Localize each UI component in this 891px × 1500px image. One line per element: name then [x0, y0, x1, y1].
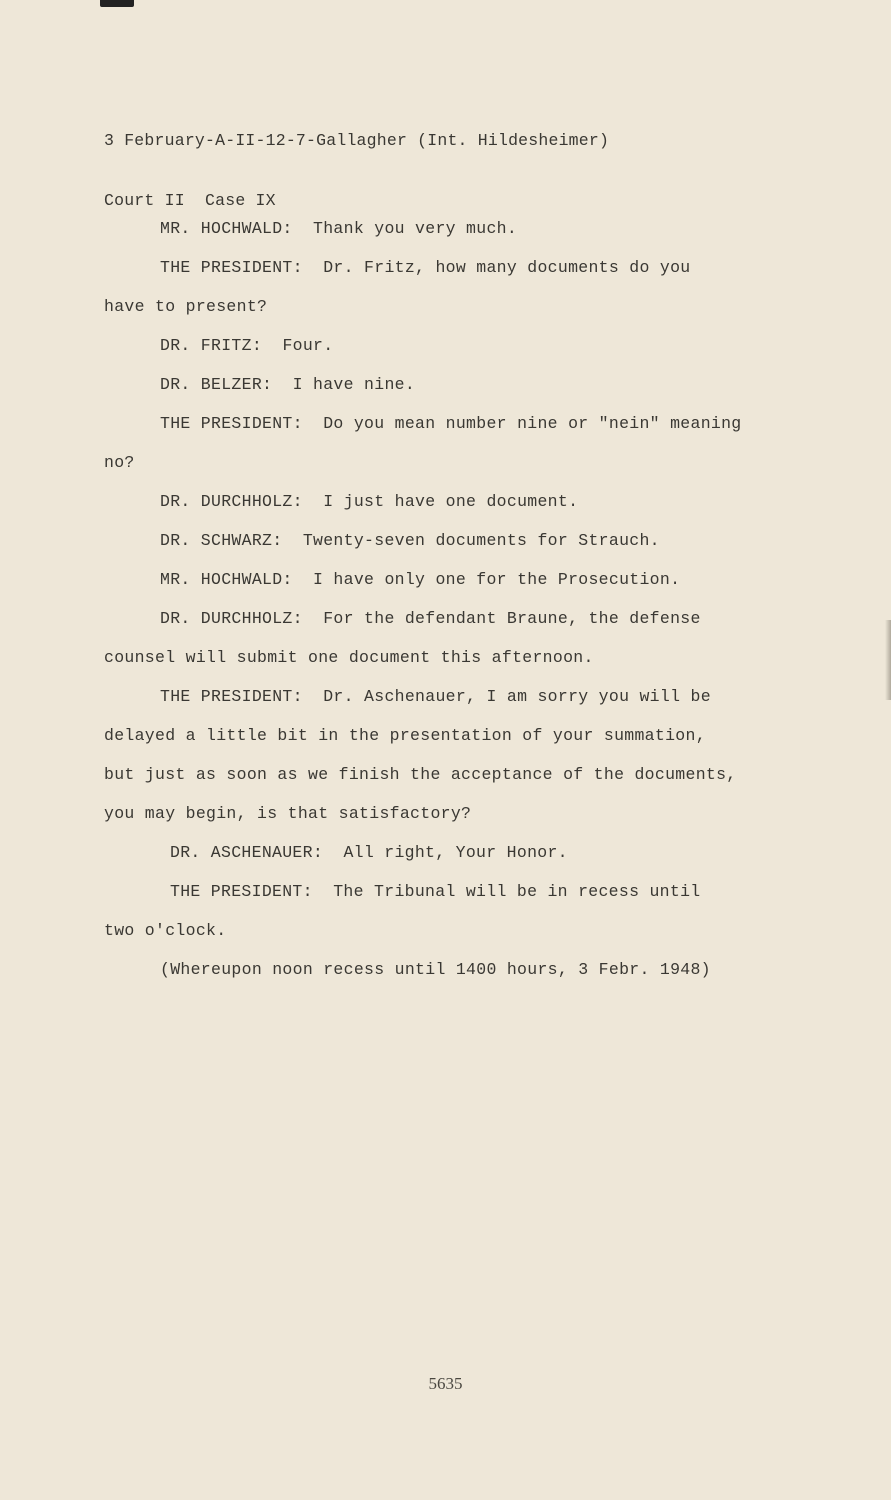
speech-text: Do you mean number nine or "nein" meaning	[323, 414, 742, 433]
speaker-label: DR. FRITZ:	[160, 336, 263, 355]
transcript-body	[104, 209, 834, 989]
continuation-line: have to present?	[104, 297, 268, 316]
speech-text: I have only one for the Prosecution.	[313, 570, 681, 589]
speaker-label: MR. HOCHWALD:	[160, 219, 293, 238]
transcript-line	[104, 872, 834, 911]
speaker-label: MR. HOCHWALD:	[160, 570, 293, 589]
page-edge-shadow	[885, 620, 891, 700]
speaker-label: DR. DURCHHOLZ:	[160, 492, 303, 511]
speech-text: Thank you very much.	[313, 219, 518, 238]
page-number: 5635	[428, 1374, 463, 1393]
top-edge-mark	[100, 0, 134, 7]
speaker-label: THE PRESIDENT:	[160, 258, 303, 277]
speech-text: Dr. Aschenauer, I am sorry you will be	[323, 687, 711, 706]
speaker-label: THE PRESIDENT:	[160, 414, 303, 433]
speech-text: All right, Your Honor.	[343, 843, 568, 862]
speaker-label: DR. DURCHHOLZ:	[160, 609, 303, 628]
transcript-line	[104, 560, 834, 599]
speaker-label: DR. BELZER:	[160, 375, 273, 394]
continuation-line: delayed a little bit in the presentation of your summation,	[104, 726, 706, 745]
transcript-line	[104, 482, 834, 521]
continuation-line: but just as soon as we finish the acceptance of the documents,	[104, 765, 737, 784]
transcript-line	[104, 677, 834, 716]
speech-text: For the defendant Braune, the defense	[323, 609, 701, 628]
continuation-line: two o'clock.	[104, 921, 227, 940]
recess-note: (Whereupon noon recess until 1400 hours, 3 Febr. 1948)	[160, 960, 711, 979]
continuation-line: you may begin, is that satisfactory?	[104, 804, 472, 823]
speech-text: Four.	[282, 336, 334, 355]
speaker-label: DR. SCHWARZ:	[160, 531, 283, 550]
transcript-line	[104, 248, 834, 287]
continuation-line: no?	[104, 453, 135, 472]
transcript-line	[104, 326, 834, 365]
transcript-line	[104, 209, 834, 248]
header-line-2: Court II Case IX	[104, 191, 276, 210]
transcript-line	[104, 404, 834, 443]
continuation-line: counsel will submit one document this afternoon.	[104, 648, 594, 667]
transcript-line	[104, 599, 834, 638]
transcript-line	[104, 365, 834, 404]
speech-text: I just have one document.	[323, 492, 579, 511]
speaker-label: DR. ASCHENAUER:	[170, 843, 324, 862]
transcript-line	[104, 521, 834, 560]
speech-text: Twenty-seven documents for Strauch.	[302, 531, 660, 550]
speech-text: The Tribunal will be in recess until	[333, 882, 701, 901]
speaker-label: THE PRESIDENT:	[170, 882, 313, 901]
speech-text: I have nine.	[292, 375, 416, 394]
speaker-label: THE PRESIDENT:	[160, 687, 303, 706]
transcript-line	[104, 833, 834, 872]
speech-text: Dr. Fritz, how many documents do you	[323, 258, 691, 277]
header-line-1: 3 February-A-II-12-7-Gallagher (Int. Hildesheimer)	[104, 131, 610, 150]
